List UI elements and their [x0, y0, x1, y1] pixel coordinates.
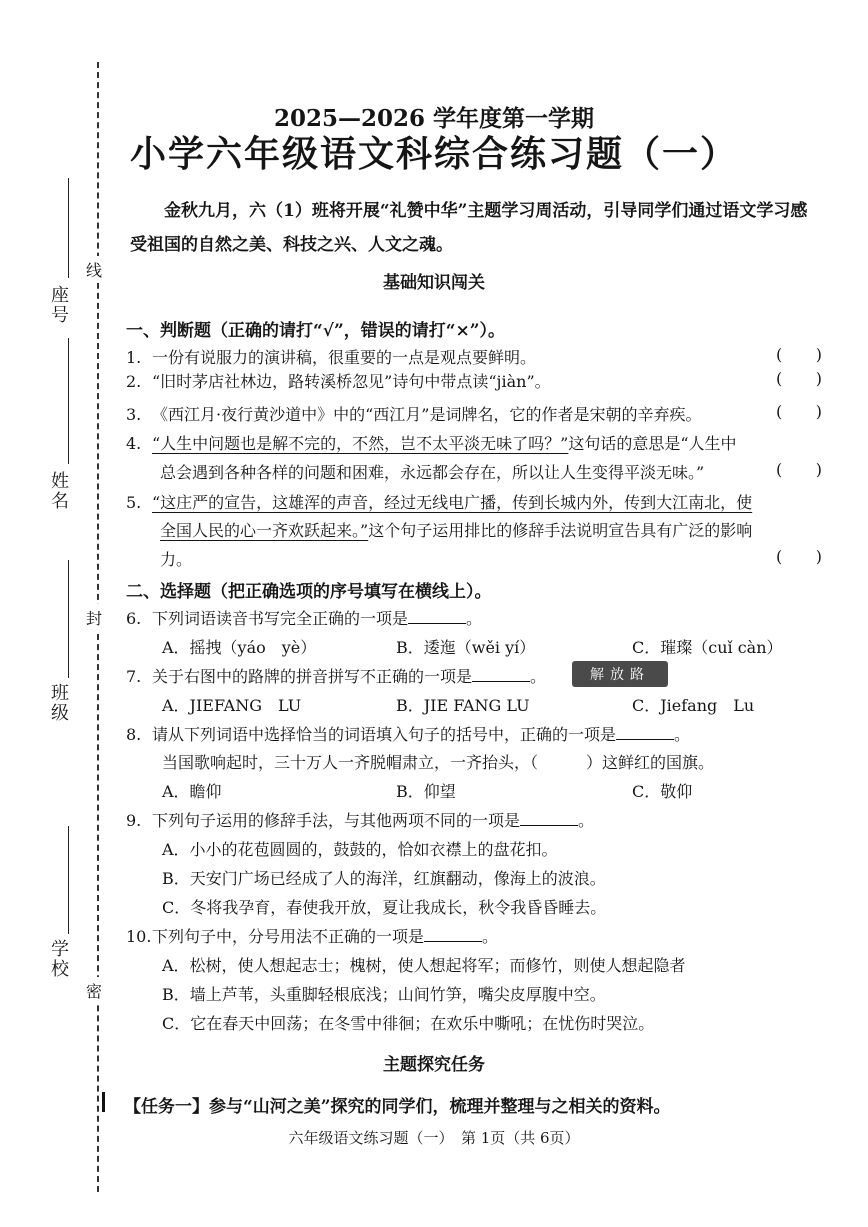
q7-option-a: A．JIEFANG LU	[162, 696, 302, 715]
q7-answer-blank[interactable]	[472, 667, 530, 682]
seal-mark-mi: 密	[84, 977, 104, 1004]
q8-option-b: B．仰望	[396, 782, 456, 801]
q9-answer-blank[interactable]	[520, 811, 578, 826]
school-blank	[68, 826, 69, 934]
question-3	[126, 402, 701, 425]
q4-answer-parens[interactable]: ( )	[776, 460, 822, 479]
q2-number: 2.	[126, 372, 142, 391]
question-6: 6. 下列词语读音书写完全正确的一项是 。	[126, 609, 483, 628]
section-basic-title: 基础知识闯关	[383, 273, 485, 293]
q8-option-a: A．瞻仰	[162, 782, 222, 801]
q8-number: 8.	[126, 725, 142, 744]
section-task-title: 主题探究任务	[383, 1055, 485, 1075]
q10-number: 10.	[126, 927, 152, 946]
q8-answer-blank[interactable]	[616, 725, 674, 740]
q7-text: 关于右图中的路牌的拼音拼写不正确的一项是	[152, 667, 473, 686]
task-left-bar	[102, 1092, 105, 1112]
q3-text: 《西江月·夜行黄沙道中》中的“西江月”是词牌名，它的作者是宋朝的辛弃疾。	[152, 405, 702, 424]
seat-label: 座号	[51, 285, 69, 326]
q6-answer-blank[interactable]	[408, 609, 466, 624]
question-9: 9. 下列句子运用的修辞手法，与其他两项不同的一项是 。	[126, 811, 595, 830]
q9-option-b: B．天安门广场已经成了人的海洋，红旗翻动，像海上的波浪。	[162, 869, 606, 888]
exam-title: 小学六年级语文科综合练习题（一）	[129, 133, 738, 175]
q6-option-a: A．摇拽（yáo yè）	[162, 638, 317, 657]
seal-mark-feng: 封	[84, 604, 104, 631]
question-10: 10.下列句子中，分号用法不正确的一项是 。	[126, 927, 499, 946]
q7-option-b: B．JIE FANG LU	[396, 696, 530, 715]
q5-line1: “这庄严的宣告，这雄浑的声音，经过无线电广播，传到长城内外，传到大江南北，使	[152, 493, 753, 512]
q5-number: 5.	[126, 493, 142, 512]
question-7: 7. 关于右图中的路牌的拼音拼写不正确的一项是 。	[126, 667, 547, 686]
task1-line	[124, 1092, 671, 1117]
q8-sentence: 当国歌响起时，三十万人一齐脱帽肃立，一齐抬头，（ ）这鲜红的国旗。	[162, 753, 715, 772]
class-label: 班级	[51, 683, 69, 724]
page-footer: 六年级语文练习题（一） 第 1页（共 6页）	[288, 1129, 580, 1147]
q10-option-b: B．墙上芦苇，头重脚轻根底浅；山间竹笋，嘴尖皮厚腹中空。	[162, 985, 606, 1004]
semester-heading: 2025—2026 学年度第一学期	[273, 105, 595, 132]
q9-option-c: C．冬将我孕育，春使我开放，夏让我成长，秋令我昏昏睡去。	[162, 898, 607, 917]
seat-blank	[68, 178, 69, 278]
q9-option-a: A．小小的花苞圆圆的，鼓鼓的，恰如衣襟上的盘花扣。	[162, 840, 558, 859]
q6-option-c: C．璀璨（cuǐ càn）	[632, 638, 783, 657]
q1-text: 一份有说服力的演讲稿，很重要的一点是观点要鲜明。	[152, 348, 537, 367]
q4-quote: “人生中问题也是解不完的，不然，岂不太平淡无味了吗？”	[152, 434, 569, 453]
q5-quote: 全国人民的心一齐欢跃起来。”	[160, 521, 369, 540]
q4-number: 4.	[126, 434, 142, 453]
class-blank	[68, 560, 69, 678]
q7-number: 7.	[126, 667, 142, 686]
q5-text: 这个句子运用排比的修辞手法说明宣告具有广泛的影响	[368, 521, 753, 540]
name-blank	[68, 338, 69, 464]
q1-answer-parens[interactable]: ( )	[776, 345, 822, 364]
q8-text: 请从下列词语中选择恰当的词语填入句子的括号中，正确的一项是	[152, 725, 617, 744]
question-5	[126, 490, 752, 513]
part2-title: 二、选择题（把正确选项的序号填写在横线上）。	[126, 582, 492, 602]
road-sign-image: 解放路	[572, 661, 668, 687]
q5-line3: 力。	[160, 550, 193, 569]
q9-number: 9.	[126, 811, 142, 830]
q8-option-c: C．敬仰	[632, 782, 693, 801]
task1-text: 参与“山河之美”探究的同学们，梳理并整理与之相关的资料。	[209, 1097, 671, 1117]
intro-paragraph: 金秋九月，六（1）班将开展“礼赞中华”主题学习周活动，引导同学们通过语文学习感受祖国的自然之美、科技之兴、人文之魂。	[130, 201, 808, 255]
q2-answer-parens[interactable]: ( )	[776, 369, 822, 388]
task1-label: 【任务一】	[124, 1097, 209, 1117]
name-label: 姓名	[51, 471, 69, 512]
question-4	[126, 431, 737, 454]
q9-text: 下列句子运用的修辞手法，与其他两项不同的一项是	[152, 811, 521, 830]
q6-number: 6.	[126, 609, 142, 628]
part1-title: 一、判断题（正确的请打“√”，错误的请打“×”）。	[126, 321, 506, 341]
q10-option-c: C．它在春天中回荡；在冬雪中徘徊；在欢乐中嘶吼；在忧伤时哭泣。	[162, 1014, 655, 1033]
q10-option-a: A．松树，使人想起志士；槐树，使人想起将军；而修竹，则使人想起隐者	[162, 956, 686, 975]
q1-number: 1.	[126, 348, 142, 367]
q5-line2	[160, 518, 752, 541]
question-2	[126, 369, 551, 392]
question-8: 8. 请从下列词语中选择恰当的词语填入句子的括号中，正确的一项是 。	[126, 725, 691, 744]
q5-answer-parens[interactable]: ( )	[776, 547, 822, 566]
q6-text: 下列词语读音书写完全正确的一项是	[152, 609, 409, 628]
q3-answer-parens[interactable]: ( )	[776, 402, 822, 421]
seal-mark-xian: 线	[84, 256, 104, 283]
q2-text: “旧时茅店社林边，路转溪桥忽见”诗句中带点读“jiàn”。	[152, 372, 551, 391]
school-label: 学校	[51, 939, 69, 980]
q4-line2: 总会遇到各种各样的问题和困难，永远都会存在，所以让人生变得平淡无味。”	[160, 463, 705, 482]
q3-number: 3.	[126, 405, 142, 424]
q4-text: 这句话的意思是“人生中	[568, 434, 737, 453]
q10-text: 下列句子中，分号用法不正确的一项是	[152, 927, 425, 946]
question-1	[126, 345, 536, 368]
q10-answer-blank[interactable]	[424, 927, 482, 942]
q7-option-c: C．Jiefang Lu	[632, 696, 755, 715]
q6-option-b: B．逶迤（wěi yí）	[396, 638, 536, 657]
